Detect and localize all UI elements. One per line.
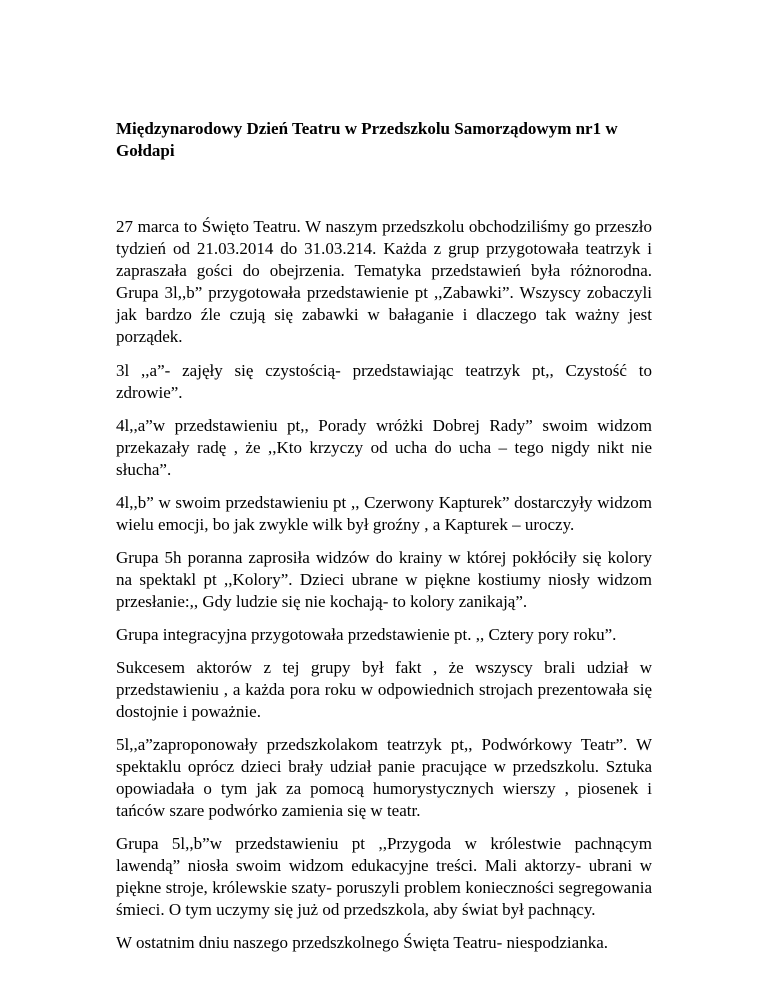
paragraph-intro: 27 marca to Święto Teatru. W naszym przedszkolu obchodziliśmy go przeszło tydzień od 21.03.2014 do 31.03.214. Każda z grup przygotowała teatrzyk i zapraszała gości do obejrzenia. Tematyka przedstawień była różnorodna. Grupa 3l,,b” przygotowała przedstawienie pt ,,Zabawki”. Wszyscy zobaczyli jak bardzo źle czują się zabawki w bałaganie i dlaczego tak ważny jest porządek. <box>116 217 652 346</box>
paragraph-5l-b: Grupa 5l,,b”w przedstawieniu pt ,,Przygoda w królestwie pachnącym lawendą” niosła swoim widzom edukacyjne treści. Mali aktorzy- ubrani w piękne stroje, królewskie szaty- poruszyli problem konieczności segregowania śmieci. O tym uczymy się już od przedszkola, aby świat był pachnący. <box>116 834 652 919</box>
paragraph-5l-a: 5l,,a”zaproponowały przedszkolakom teatrzyk pt,, Podwórkowy Teatr”. W spektaklu oprócz dzieci brały udział panie pracujące w przedszkolu. Sztuka opowiadała o tym jak za pomocą humorystycznych wierszy , piosenek i tańców szare podwórko zamienia się w teatr. <box>116 735 652 820</box>
paragraph-4l-b: 4l,,b” w swoim przedstawieniu pt ,, Czerwony Kapturek” dostarczyły widzom wielu emocji, bo jak zwykle wilk był groźny , a Kapturek – uroczy. <box>116 493 652 534</box>
document-page <box>116 118 652 965</box>
paragraph-4l-a: 4l,,a”w przedstawieniu pt,, Porady wróżki Dobrej Rady” swoim widzom przekazały radę , że ,,Kto krzyczy od ucha do ucha – tego nigdy nikt nie słucha”. <box>116 416 652 479</box>
paragraph-3l-a: 3l ,,a”- zajęły się czystością- przedstawiając teatrzyk pt,, Czystość to zdrowie”. <box>116 361 652 402</box>
paragraph-sukcesem: Sukcesem aktorów z tej grupy był fakt , że wszyscy brali udział w przedstawieniu , a każda pora roku w odpowiednich strojach prezentowała się dostojnie i poważnie. <box>116 658 652 721</box>
paragraph-integracyjna: Grupa integracyjna przygotowała przedstawienie pt. ,, Cztery pory roku”. <box>116 625 617 644</box>
paragraph-5h: Grupa 5h poranna zaprosiła widzów do krainy w której pokłóciły się kolory na spektakl pt ,,Kolory”. Dzieci ubrane w piękne kostiumy niosły widzom przesłanie:,, Gdy ludzie się nie kochają- to kolory zanikają”. <box>116 548 652 611</box>
document-title: Międzynarodowy Dzień Teatru w Przedszkolu Samorządowym nr1 w Gołdapi <box>116 119 618 160</box>
paragraph-closing: W ostatnim dniu naszego przedszkolnego Święta Teatru- niespodzianka. <box>116 933 608 952</box>
